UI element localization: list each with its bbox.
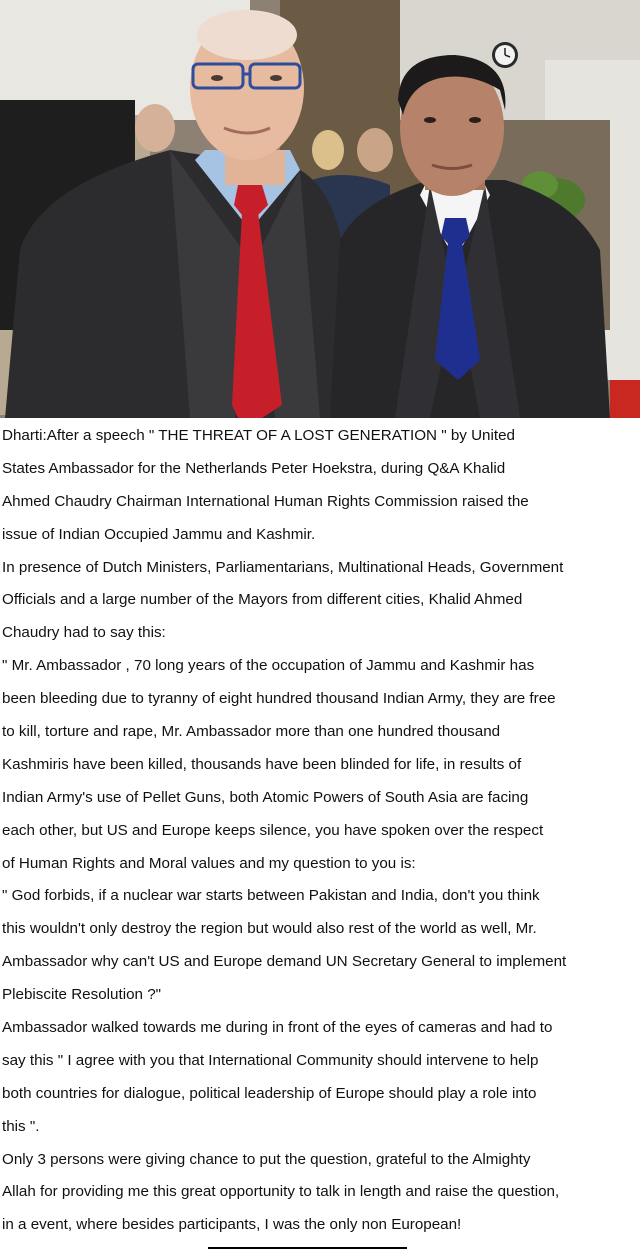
- article-line: Ambassador why can't US and Europe demand UN Secretary General to implement: [2, 953, 567, 971]
- article-line: to kill, torture and rape, Mr. Ambassador more than one hundred thousand: [2, 723, 501, 741]
- article-line: Indian Army's use of Pellet Guns, both Atomic Powers of South Asia are facing: [2, 788, 529, 806]
- article-text: [2, 420, 638, 1242]
- article-line: States Ambassador for the Netherlands Peter Hoekstra, during Q&A Khalid: [2, 459, 506, 477]
- article-line: Kashmiris have been killed, thousands have been blinded for life, in results of: [2, 755, 522, 773]
- photo-illustration: [0, 0, 640, 418]
- article-line: " God forbids, if a nuclear war starts between Pakistan and India, don't you think: [2, 887, 540, 905]
- article-line: say this " I agree with you that International Community should intervene to help: [2, 1051, 539, 1069]
- article-line: " Mr. Ambassador , 70 long years of the occupation of Jammu and Kashmir has: [2, 657, 535, 675]
- article-line: both countries for dialogue, political leadership of Europe should play a role into: [2, 1084, 537, 1102]
- article-line: Dharti:After a speech " THE THREAT OF A LOST GENERATION " by United: [2, 427, 515, 444]
- article-line: this wouldn't only destroy the region but would also rest of the world as well, Mr.: [2, 920, 537, 938]
- article-line: Officials and a large number of the Mayors from different cities, Khalid Ahmed: [2, 591, 523, 609]
- article-line: Only 3 persons were giving chance to put the question, grateful to the Almighty: [2, 1150, 531, 1168]
- article-line: Allah for providing me this great opportunity to talk in length and raise the question,: [2, 1183, 560, 1201]
- article-line: issue of Indian Occupied Jammu and Kashmir.: [2, 525, 316, 543]
- article-line: of Human Rights and Moral values and my question to you is:: [2, 854, 416, 872]
- article-line: been bleeding due to tyranny of eight hundred thousand Indian Army, they are free: [2, 690, 556, 708]
- article-line: this ".: [2, 1117, 40, 1135]
- article-line: In presence of Dutch Ministers, Parliamentarians, Multinational Heads, Government: [2, 558, 564, 576]
- closing-divider: [208, 1247, 407, 1249]
- article-line: Ambassador walked towards me during in front of the eyes of cameras and had to: [2, 1019, 553, 1037]
- article-line: Chaudry had to say this:: [2, 624, 166, 642]
- article-line: Ahmed Chaudry Chairman International Human Rights Commission raised the: [2, 492, 529, 510]
- article-line: in a event, where besides participants, I was the only non European!: [2, 1216, 462, 1234]
- event-photo: [0, 0, 640, 418]
- article-line: Plebiscite Resolution ?": [2, 986, 162, 1004]
- article-line: each other, but US and Europe keeps silence, you have spoken over the respect: [2, 821, 544, 839]
